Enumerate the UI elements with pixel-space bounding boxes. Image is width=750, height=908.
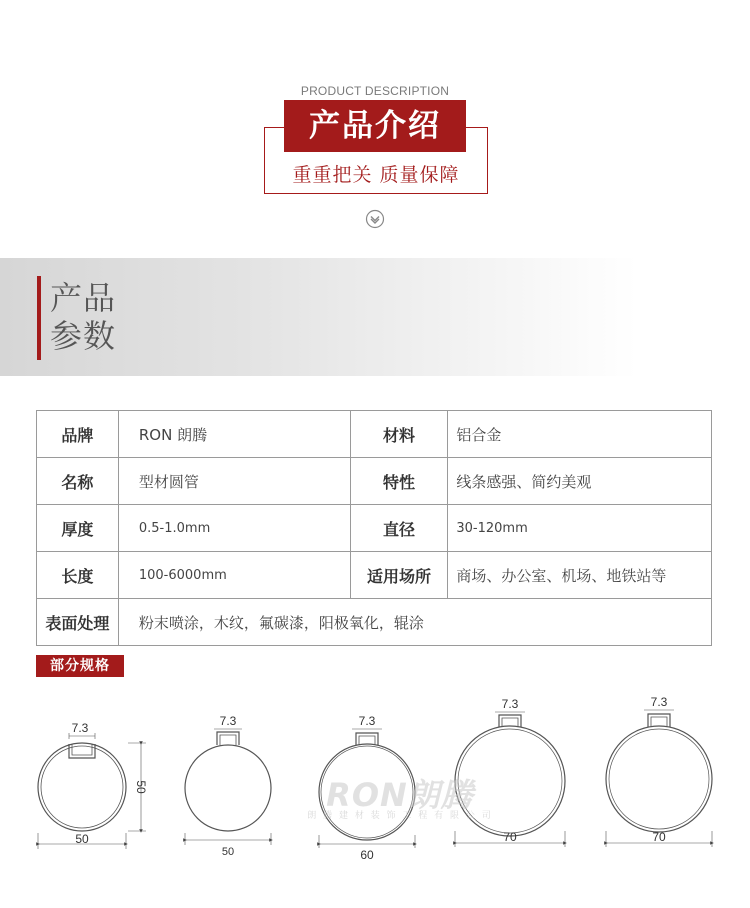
table-row [37, 411, 712, 458]
spec-value: 0.5-1.0mm [118, 505, 350, 552]
spec-value: 型材圆管 [118, 458, 350, 505]
quality-subtitle: 重重把关 质量保障 [292, 164, 460, 186]
specs-section-tag: 部分规格 [36, 655, 124, 677]
spec-label: 特性 [350, 458, 448, 505]
spec-table [36, 410, 712, 646]
table-row [37, 552, 712, 599]
product-description-label: PRODUCT DESCRIPTION [300, 84, 450, 98]
slot-dimension-label: 7.3 [650, 695, 668, 709]
width-dimension-label: 50 [75, 832, 89, 846]
spec-value: 商场、办公室、机场、地铁站等 [448, 552, 712, 599]
spec-label: 适用场所 [350, 552, 448, 599]
spec-value: 铝合金 [448, 411, 712, 458]
slot-dimension-label: 7.3 [358, 714, 376, 728]
spec-value: 线条感强、简约美观 [448, 458, 712, 505]
table-row [37, 599, 712, 646]
width-dimension-label: 70 [652, 830, 666, 844]
spec-label: 表面处理 [37, 599, 119, 646]
spec-value: RON 朗腾 [118, 411, 350, 458]
slot-dimension-label: 7.3 [219, 714, 237, 728]
spec-value: 30-120mm [448, 505, 712, 552]
height-dimension-label: 50 [134, 780, 148, 794]
width-dimension-label: 60 [360, 848, 374, 862]
width-dimension-label: 70 [503, 830, 517, 844]
tube-drawing-2 [185, 729, 271, 845]
spec-label: 厚度 [37, 505, 119, 552]
spec-label: 名称 [37, 458, 119, 505]
params-heading-line2: 参数 [50, 317, 117, 355]
ron-watermark-logo: RON朗腾 [326, 776, 474, 814]
watermark-company-text: 朗 腾 建 材 装 饰 工 程 有 限 公 司 [307, 811, 493, 821]
params-accent-bar [37, 276, 41, 360]
product-intro-title: 产品介绍 [284, 100, 466, 152]
spec-label: 长度 [37, 552, 119, 599]
table-row [37, 505, 712, 552]
params-heading [50, 280, 116, 354]
tube-drawing-1 [38, 733, 146, 849]
spec-value: 100-6000mm [118, 552, 350, 599]
width-dimension-label: 50 [221, 846, 235, 858]
chevron-down-circle-icon[interactable] [365, 209, 385, 229]
slot-dimension-label: 7.3 [501, 697, 519, 711]
spec-label: 材料 [350, 411, 448, 458]
table-row [37, 458, 712, 505]
tube-drawing-5 [606, 710, 712, 847]
slot-dimension-label: 7.3 [71, 721, 89, 735]
spec-value: 粉末喷涂，木纹，氟碳漆，阳极氧化，辊涂 [118, 599, 711, 646]
spec-label: 直径 [350, 505, 448, 552]
params-heading-line1: 产品 [50, 279, 117, 317]
spec-label: 品牌 [37, 411, 119, 458]
